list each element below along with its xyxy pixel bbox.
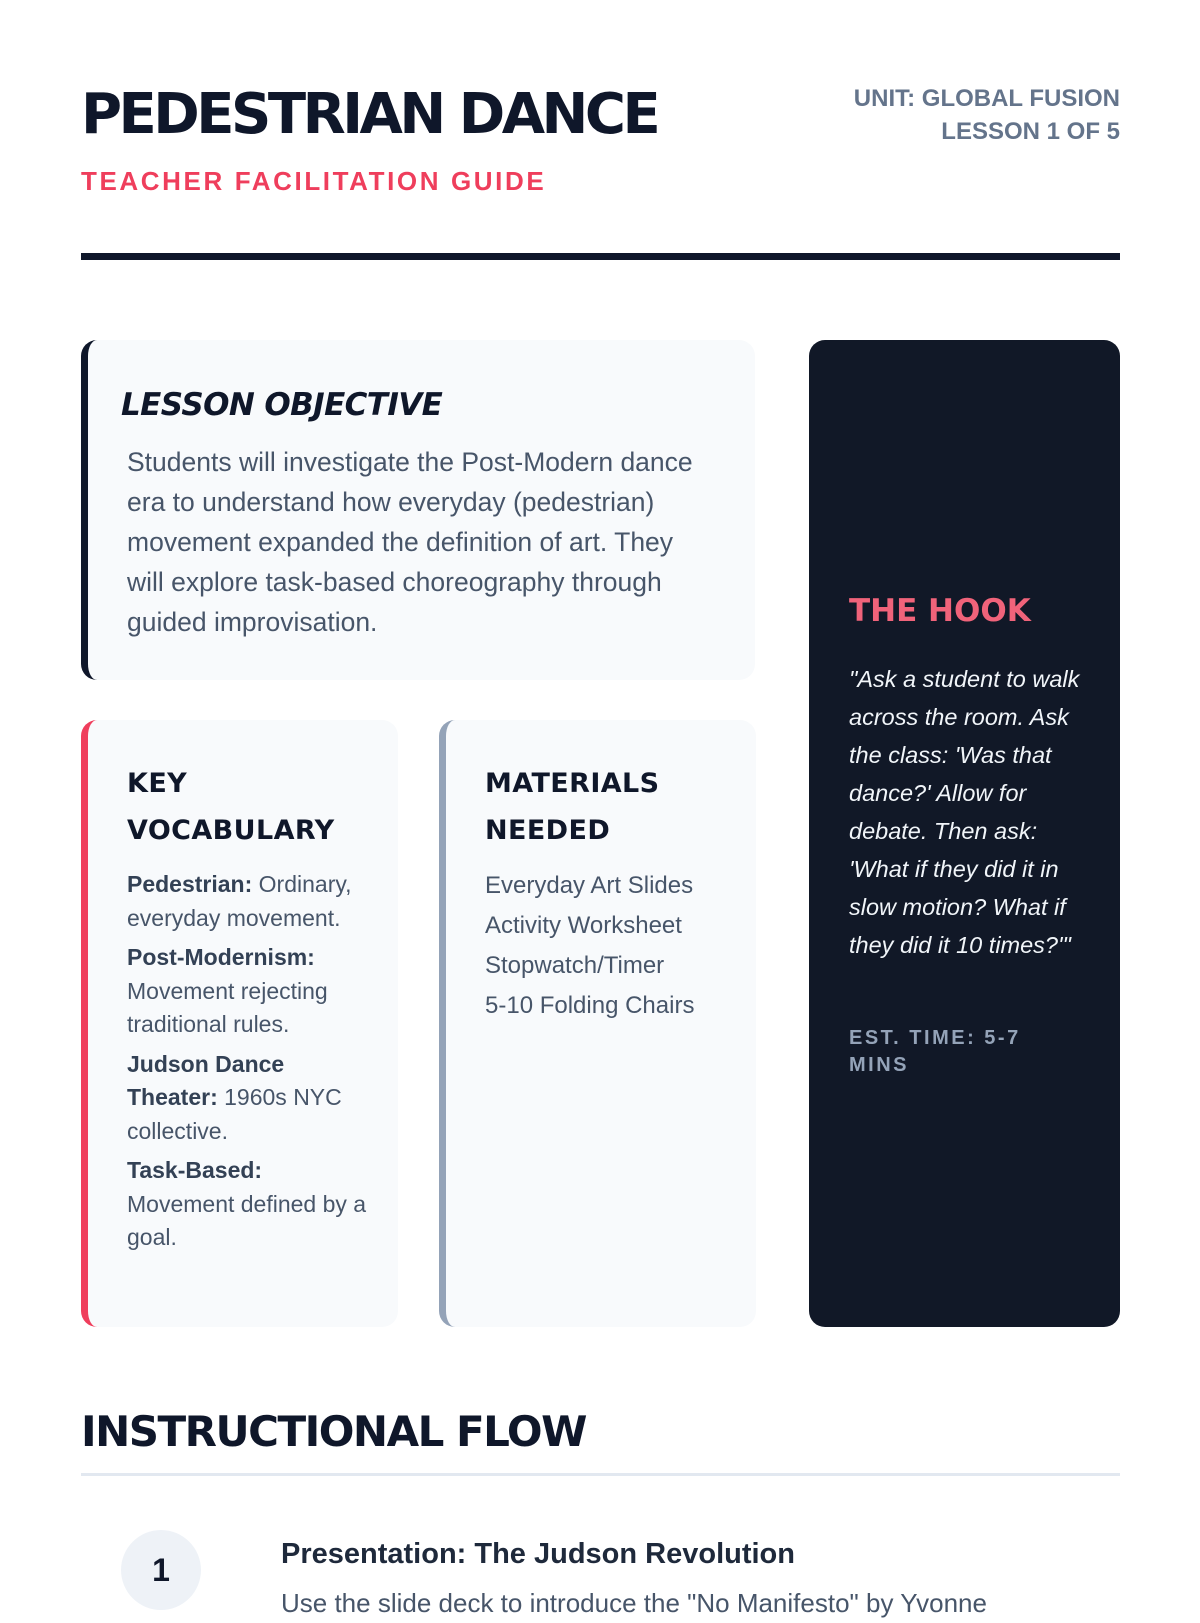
header-divider xyxy=(81,253,1120,260)
vocabulary-definition: Movement defined by a goal. xyxy=(127,1190,367,1250)
materials-item: Everyday Art Slides xyxy=(485,872,694,899)
materials-item: 5-10 Folding Chairs xyxy=(485,992,695,1019)
unit-meta xyxy=(854,82,1120,148)
step-title: Presentation: The Judson Revolution xyxy=(281,1538,795,1570)
materials-item: Stopwatch/Timer xyxy=(485,952,665,979)
lesson-label: LESSON 1 OF 5 xyxy=(941,118,1120,145)
materials-list xyxy=(485,866,745,1026)
vocabulary-item xyxy=(127,1048,367,1149)
vocabulary-definition: Ordinary, everyday movement. xyxy=(127,871,352,931)
vocabulary-term: Post-Modernism: xyxy=(127,944,315,970)
instructional-flow-heading: INSTRUCTIONAL FLOW xyxy=(81,1407,586,1456)
page-subtitle: TEACHER FACILITATION GUIDE xyxy=(81,166,547,196)
unit-label: UNIT: GLOBAL FUSION xyxy=(853,85,1120,112)
page-title: PEDESTRIAN DANCE xyxy=(81,82,658,147)
materials-heading: MATERIALS NEEDED xyxy=(485,768,660,846)
flow-divider xyxy=(81,1473,1120,1476)
vocabulary-term: Pedestrian: xyxy=(127,871,253,897)
hook-heading: THE HOOK xyxy=(849,593,1031,629)
vocabulary-definition: 1960s NYC collective. xyxy=(127,1084,342,1144)
vocabulary-list xyxy=(127,868,367,1261)
objective-heading: LESSON OBJECTIVE xyxy=(121,387,443,423)
vocabulary-definition: Movement rejecting traditional rules. xyxy=(127,977,328,1037)
objective-text: Students will investigate the Post-Modern dance era to understand how everyday (pedestrian) movement expanded the definition of art. They will explore task-based choreography through guided improvisation. xyxy=(127,447,693,637)
vocabulary-heading: KEY VOCABULARY xyxy=(127,768,335,846)
vocabulary-term: Task-Based: xyxy=(127,1157,263,1183)
vocabulary-item xyxy=(127,941,367,1042)
step-description: Use the slide deck to introduce the "No Manifesto" by Yvonne xyxy=(281,1588,987,1618)
hook-quote: "Ask a student to walk across the room. Ask the class: 'Was that dance?' Allow for debate. Then ask: 'What if they did it in slow motion? What if they did it 10 times?'" xyxy=(849,666,1080,958)
lesson-guide-page xyxy=(81,0,1120,1618)
vocabulary-item xyxy=(127,1154,367,1255)
vocabulary-item xyxy=(127,868,367,935)
vocabulary-term: Judson Dance Theater: xyxy=(127,1050,285,1110)
step-number-badge: 1 xyxy=(121,1530,201,1610)
hook-time-estimate: EST. TIME: 5-7 MINS xyxy=(849,1027,1021,1076)
materials-item: Activity Worksheet xyxy=(485,912,682,939)
